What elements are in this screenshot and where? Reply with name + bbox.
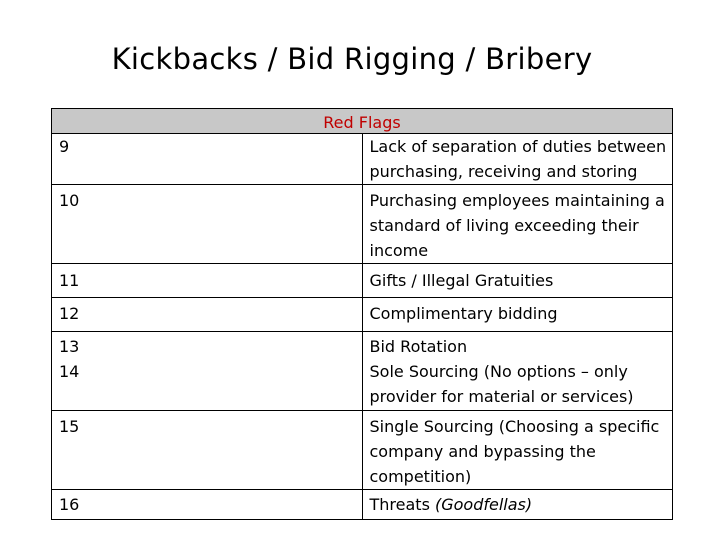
row-text: Purchasing employees maintaining a standard of living exceeding their income: [362, 185, 673, 264]
slide-title: Kickbacks / Bid Rigging / Bribery: [111, 42, 593, 76]
row-number: 15: [52, 411, 363, 490]
row-number: 9: [52, 134, 363, 185]
table-header-row: [52, 109, 673, 134]
row-text-italic: (Goodfellas): [435, 495, 533, 514]
row-text: Threats: [369, 495, 430, 514]
table-row: [52, 411, 673, 490]
row-text: Single Sourcing (Choosing a specific company and bypassing the competition): [362, 411, 673, 490]
row-text: Bid Rotation: [362, 332, 673, 360]
table-header: Red Flags: [52, 109, 673, 134]
row-text: Gifts / Illegal Gratuities: [362, 264, 673, 298]
table-row: [52, 185, 673, 264]
row-number: 10: [52, 185, 363, 264]
table-row: [52, 359, 673, 411]
row-number: 12: [52, 298, 363, 332]
row-number: 11: [52, 264, 363, 298]
row-number: 13: [52, 332, 363, 360]
table-row: [52, 298, 673, 332]
row-text: Lack of separation of duties between purchasing, receiving and storing: [362, 134, 673, 185]
table-row: [52, 490, 673, 520]
table-row: [52, 332, 673, 360]
row-number: 14: [52, 359, 363, 411]
row-text-cell: [362, 490, 673, 520]
table-row: [52, 264, 673, 298]
row-number: 16: [52, 490, 363, 520]
table-row: [52, 134, 673, 185]
row-text: Sole Sourcing (No options – only provider for material or services): [362, 359, 673, 411]
red-flags-table: [51, 108, 673, 520]
row-text: Complimentary bidding: [362, 298, 673, 332]
